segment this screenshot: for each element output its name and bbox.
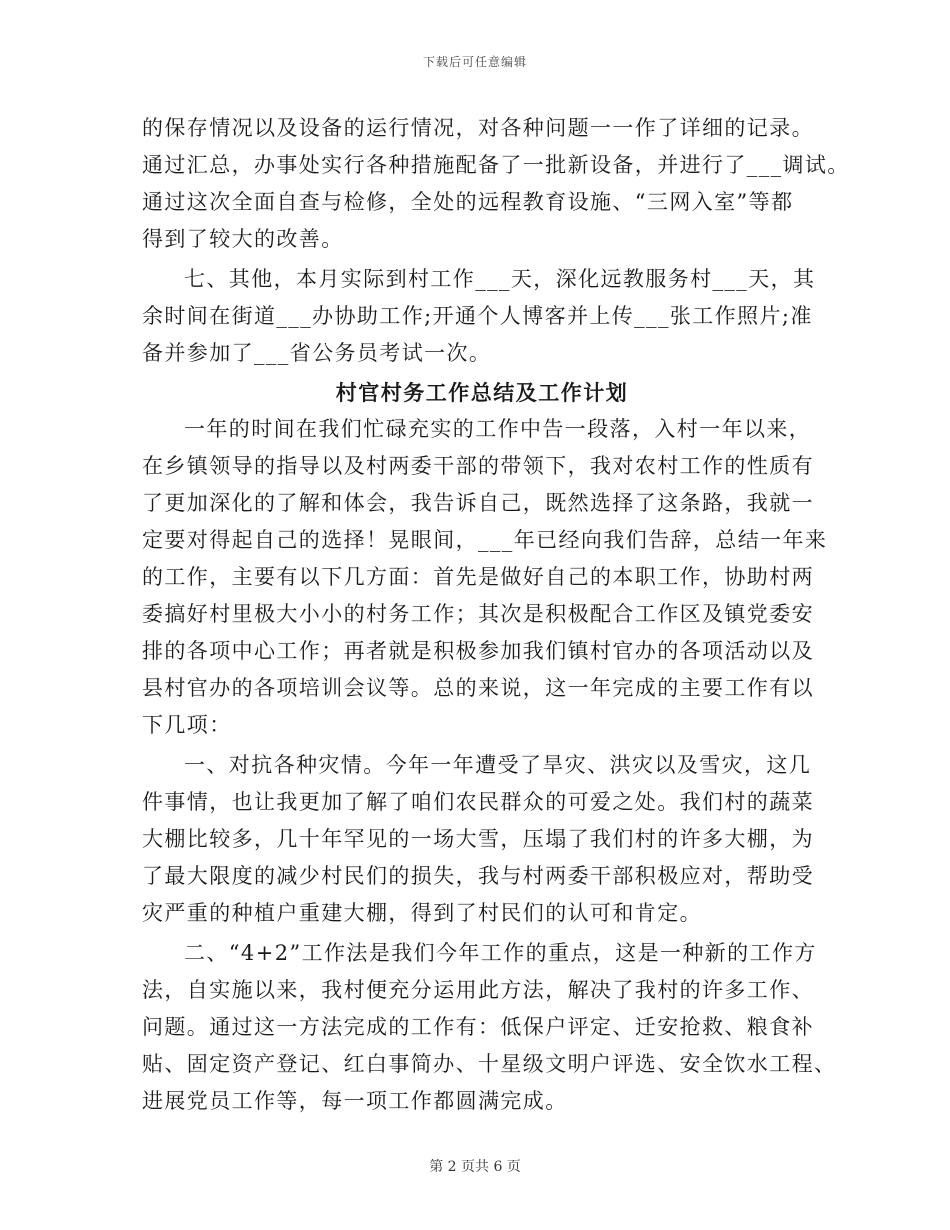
paragraph xyxy=(142,411,828,744)
text-line: 一年的时间在我们忙碌充实的工作中告一段落，入村一年以来， xyxy=(184,417,812,441)
section-title: 村官村务工作总结及工作计划 xyxy=(335,380,629,405)
text-line: 法，自实施以来，我村便充分运用此方法，解决了我村的许多工作、 xyxy=(142,978,814,1002)
text-line: 下几项： xyxy=(142,713,232,737)
text-line: 了更加深化的了解和体会，我告诉自己，既然选择了这条路，我就一 xyxy=(142,491,814,515)
text-line: 七、其他，本月实际到村工作___天，深化远教服务村___天，其 xyxy=(184,267,816,291)
text-line: 灾严重的种植户重建大棚，得到了村民们的认可和肯定。 xyxy=(142,901,702,925)
paragraph xyxy=(142,747,822,932)
text-line: 在乡镇领导的指导以及村两委干部的带领下，我对农村工作的性质有 xyxy=(142,454,814,478)
text-line: 县村官办的各项培训会议等。总的来说，这一年完成的主要工作有以 xyxy=(142,676,814,700)
text-line: 进展党员工作等，每一项工作都圆满完成。 xyxy=(142,1089,568,1113)
text-line: 大棚比较多，几十年罕见的一场大雪，压塌了我们村的许多大棚，为 xyxy=(142,827,814,851)
text-line: 得到了较大的改善。 xyxy=(142,227,344,251)
text-line: 件事情，也让我更加了解了咱们农民群众的可爱之处。我们村的蔬菜 xyxy=(142,790,814,814)
paragraph xyxy=(142,110,850,258)
text-line: 定要对得起自己的选择！晃眼间，___年已经向我们告辞，总结一年来 xyxy=(142,528,828,552)
text-line: 的工作，主要有以下几方面：首先是做好自己的本职工作，协助村两 xyxy=(142,565,814,589)
text-line: 了最大限度的减少村民们的损失，我与村两委干部积极应对，帮助受 xyxy=(142,864,814,888)
text-line: 贴、固定资产登记、红白事简办、十星级文明户评选、安全饮水工程、 xyxy=(142,1052,837,1076)
text-line: 通过这次全面自查与检修，全处的远程教育设施、“三网入室”等都 xyxy=(142,190,794,214)
paragraph xyxy=(142,261,822,372)
text-line: 问题。通过这一方法完成的工作有：低保户评定、迁安抢救、粮食补 xyxy=(142,1015,814,1039)
text-line: 委搞好村里极大小小的村务工作；其次是积极配合工作区及镇党委安 xyxy=(142,602,814,626)
paragraph xyxy=(142,935,837,1120)
text-line: 备并参加了___省公务员考试一次。 xyxy=(142,341,492,365)
text-line: 一、对抗各种灾情。今年一年遭受了旱灾、洪灾以及雪灾，这几 xyxy=(184,753,812,777)
text-line: 余时间在街道___办协助工作;开通个人博客并上传___张工作照片;准 xyxy=(142,304,813,328)
page-footer: 第 2 页共 6 页 xyxy=(429,1159,521,1175)
document-body xyxy=(142,110,850,1120)
page-header: 下载后可任意编辑 xyxy=(422,55,527,69)
text-line: 的保存情况以及设备的运行情况，对各种问题一一作了详细的记录。 xyxy=(142,116,814,140)
text-line: 排的各项中心工作；再者就是积极参加我们镇村官办的各项活动以及 xyxy=(142,639,814,663)
text-line: 二、“4+2”工作法是我们今年工作的重点，这是一种新的工作方 xyxy=(184,941,817,965)
text-line: 通过汇总，办事处实行各种措施配备了一批新设备，并进行了___调试。 xyxy=(142,153,850,177)
